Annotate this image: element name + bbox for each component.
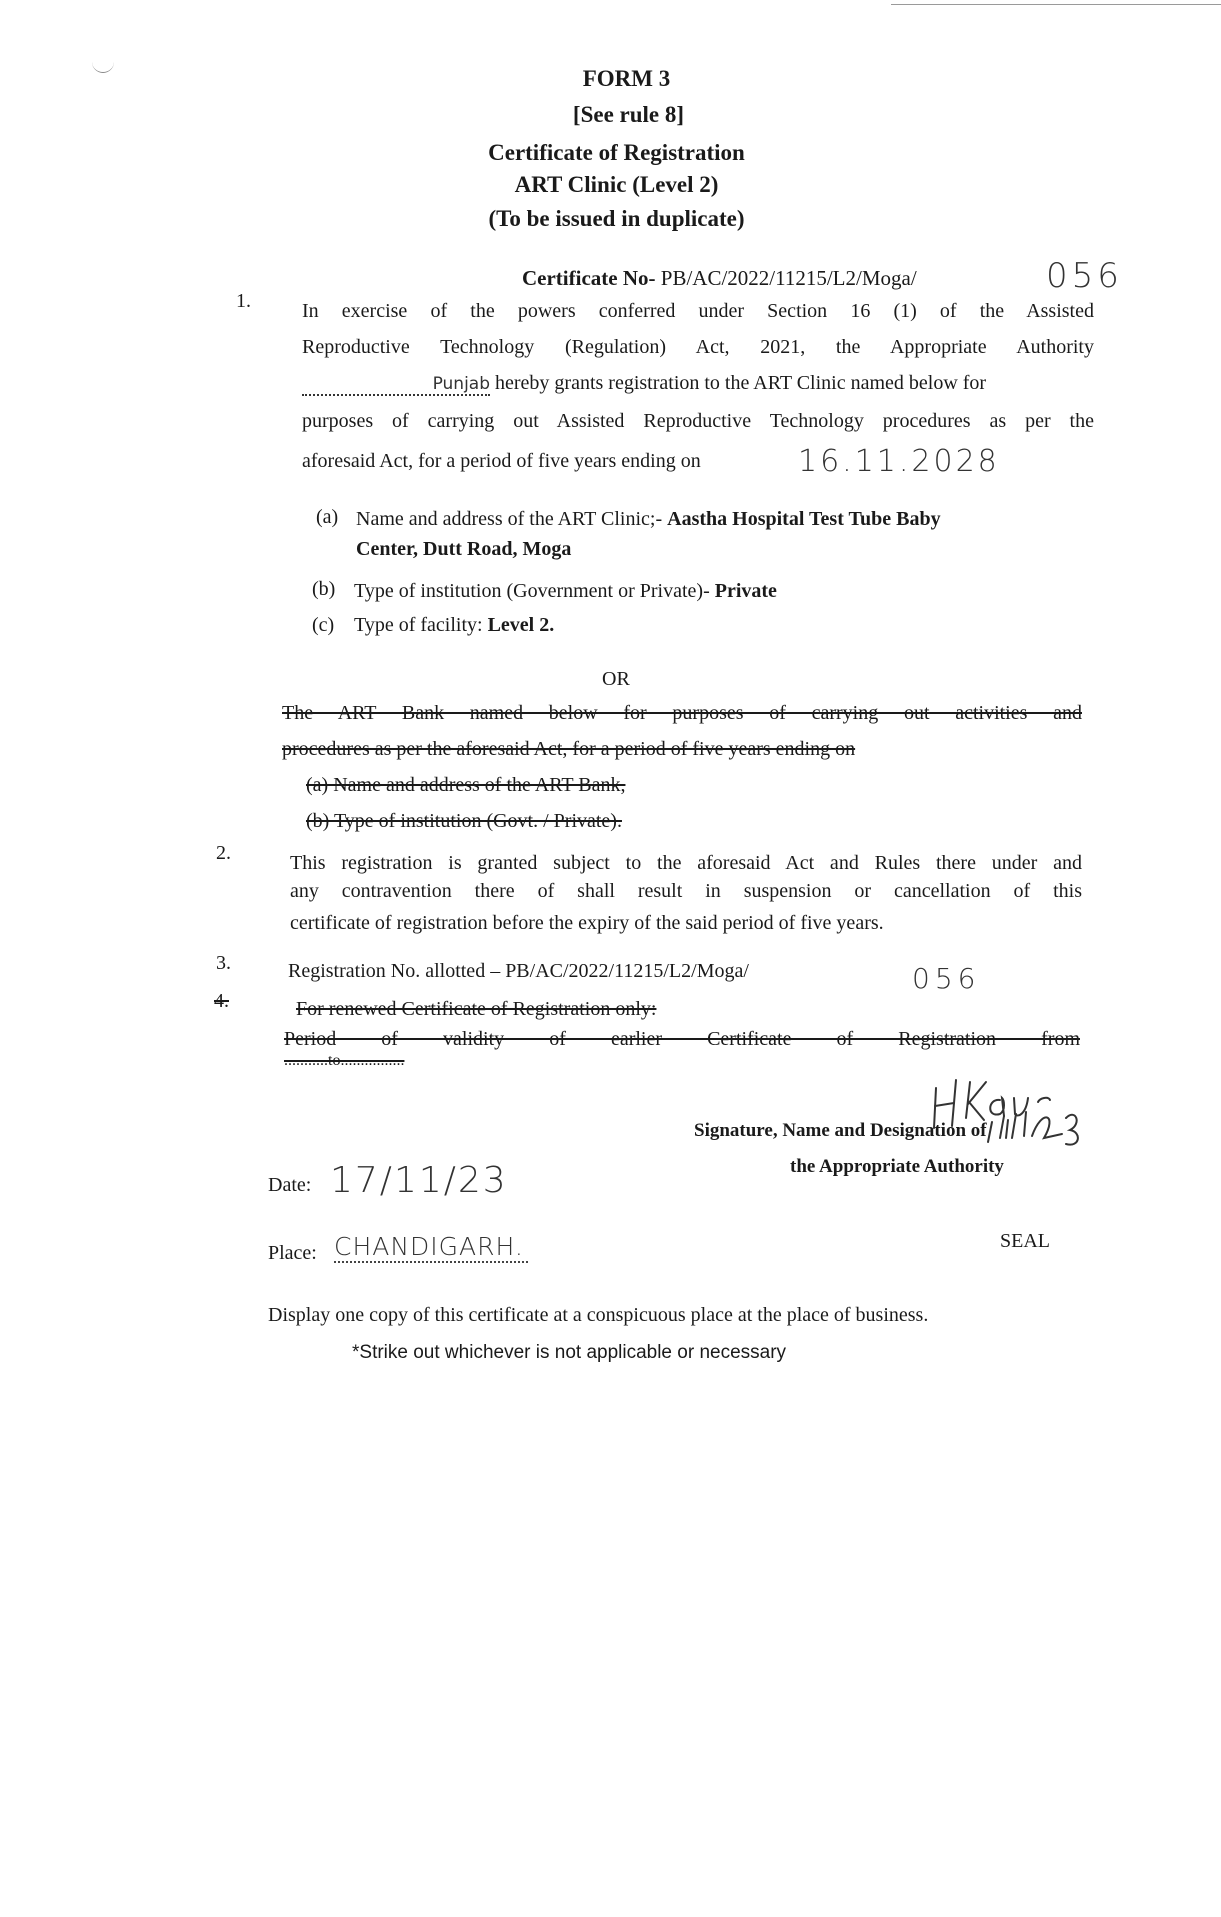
- scan-edge-line: [891, 4, 1221, 5]
- clinic-b-label: (b): [312, 578, 336, 600]
- signature-label-1: Signature, Name and Designation of: [694, 1120, 987, 1141]
- form-rule: [See rule 8]: [572, 102, 685, 127]
- form-heading: Certificate of Registration: [488, 140, 745, 165]
- para1-line5: aforesaid Act, for a period of five years ending on: [302, 450, 701, 472]
- para1-line4: purposes of carrying out Assisted Reproductive Technology procedures as per the: [302, 410, 1094, 432]
- para2-line1: This registration is granted subject to the aforesaid Act and Rules there under and: [290, 852, 1082, 874]
- certificate-handwritten-number: 056: [1046, 256, 1123, 296]
- para4-line1: For renewed Certificate of Registration only:: [296, 998, 657, 1020]
- clinic-a-text: Name and address of the ART Clinic;-: [356, 508, 663, 530]
- clinic-b-value: Private: [714, 580, 777, 602]
- para4-line2: Period of validity of earlier Certificate of Registration from: [284, 1028, 1080, 1050]
- bank-item-b: (b) Type of institution (Govt. / Private).: [306, 810, 622, 832]
- para3-number: 3.: [216, 952, 231, 974]
- clinic-a-value: Aastha Hospital Test Tube Baby: [667, 508, 941, 530]
- clinic-b-text: Type of institution (Government or Private)-: [354, 580, 710, 602]
- clinic-c-label: (c): [312, 614, 335, 636]
- date-handwritten: 17/11/23: [330, 1160, 508, 1201]
- place-label: Place:: [268, 1242, 317, 1264]
- form-issue-note: (To be issued in duplicate): [488, 206, 745, 231]
- para2-line3: certificate of registration before the expiry of the said period of five years.: [290, 912, 884, 934]
- clinic-c-text: Type of facility:: [354, 614, 483, 636]
- para2-line2: any contravention there of shall result in suspension or cancellation of this: [290, 880, 1082, 902]
- clinic-b-row: [354, 580, 777, 603]
- clinic-a-row: [356, 508, 941, 531]
- authority-name: Punjab: [302, 374, 490, 396]
- display-note: Display one copy of this certificate at a conspicuous place at the place of business.: [268, 1304, 929, 1326]
- date-label: Date:: [268, 1174, 312, 1196]
- strike-note: *Strike out whichever is not applicable or necessary: [352, 1342, 787, 1363]
- certificate-number-label: Certificate No-: [522, 266, 656, 290]
- para1-line1: In exercise of the powers conferred under Section 16 (1) of the Assisted: [302, 300, 1094, 322]
- certificate-number-line: [522, 266, 917, 291]
- bank-line1: The ART Bank named below for purposes of carrying out activities and: [282, 702, 1082, 724]
- certificate-number-value: PB/AC/2022/11215/L2/Moga/: [660, 266, 917, 290]
- para1-line2: Reproductive Technology (Regulation) Act, 2021, the Appropriate Authority: [302, 336, 1094, 358]
- clinic-c-row: [354, 614, 554, 637]
- clinic-a-label: (a): [316, 506, 339, 528]
- para1-line3: [302, 372, 1094, 396]
- end-date-handwritten: 16.11.2028: [798, 444, 1000, 479]
- or-separator: OR: [602, 668, 630, 690]
- registration-handwritten-number: 056: [912, 962, 981, 995]
- seal-label: SEAL: [1000, 1230, 1050, 1252]
- para3-text: Registration No. allotted – PB/AC/2022/11215/L2/Moga/: [288, 960, 749, 982]
- form-subheading: ART Clinic (Level 2): [514, 172, 719, 197]
- signature-label-2: the Appropriate Authority: [790, 1156, 1004, 1177]
- para1-line3-rest: hereby grants registration to the ART Clinic named below for: [495, 372, 987, 394]
- para4-number: 4.: [214, 990, 229, 1012]
- para1-number: 1.: [236, 290, 251, 312]
- place-handwritten: CHANDIGARH.: [334, 1232, 528, 1263]
- para4-line3: ...........to................: [284, 1052, 405, 1069]
- clinic-a-value-2: Center, Dutt Road, Moga: [356, 538, 572, 560]
- bank-line2: procedures as per the aforesaid Act, for a period of five years ending on: [282, 738, 856, 760]
- form-title: FORM 3: [582, 66, 671, 91]
- bank-item-a: (a) Name and address of the ART Bank,: [306, 774, 626, 796]
- clinic-c-value: Level 2.: [487, 614, 555, 636]
- para2-number: 2.: [216, 842, 231, 864]
